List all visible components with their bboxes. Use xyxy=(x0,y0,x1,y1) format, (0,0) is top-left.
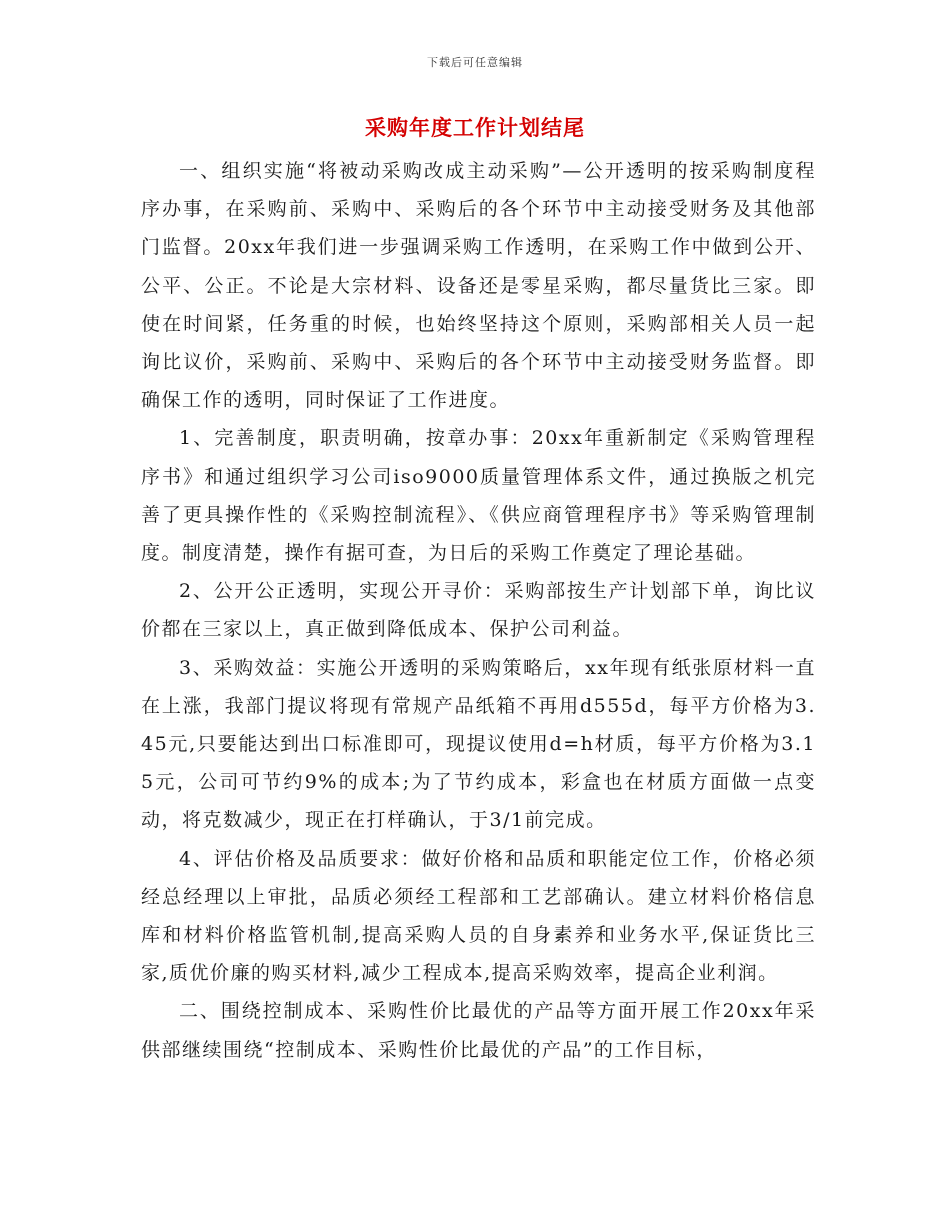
document-title: 采购年度工作计划结尾 xyxy=(365,115,585,140)
paragraph-improve-system: 1、完善制度，职责明确，按章办事：20xx年重新制定《采购管理程序书》和通过组织学习公司iso9000质量管理体系文件，通过换版之机完善了更具操作性的《采购控制流程》、《供应商管理程序书》等采购管理制度。制度清楚，操作有据可查，为日后的采购工作奠定了理论基础。 xyxy=(141,427,816,565)
paragraph-cost-control: 二、围绕控制成本、采购性价比最优的产品等方面开展工作20xx年采供部继续围绕“控制成本、采购性价比最优的产品”的工作目标， xyxy=(141,1000,816,1061)
paragraph-organize-purchasing: 一、组织实施“将被动采购改成主动采购”—公开透明的按采购制度程序办事，在采购前、采购中、采购后的各个环节中主动接受财务及其他部门监督。20xx年我们进一步强调采购工作透明，在采购工作中做到公开、公平、公正。不论是大宗材料、设备还是零星采购，都尽量货比三家。即使在时间紧，任务重的时候，也始终坚持这个原则，采购部相关人员一起询比议价，采购前、采购中、采购后的各个环节中主动接受财务监督。即确保工作的透明，同时保证了工作进度。 xyxy=(141,160,816,412)
paragraph-purchasing-benefit: 3、采购效益：实施公开透明的采购策略后，xx年现有纸张原材料一直在上涨，我部门提议将现有常规产品纸箱不再用d555d，每平方价格为3.45元,只要能达到出口标准即可，现提议使用d=h材质，每平方价格为3.15元，公司可节约9%的成本;为了节约成本，彩盒也在材质方面做一点变动，将克数减少，现正在打样确认，于3/1前完成。 xyxy=(141,656,816,832)
paragraph-open-inquiry: 2、公开公正透明，实现公开寻价：采购部按生产计划部下单，询比议价都在三家以上，真正做到降低成本、保护公司利益。 xyxy=(141,580,816,641)
paragraph-price-quality: 4、评估价格及品质要求：做好价格和品质和职能定位工作，价格必须经总经理以上审批，品质必须经工程部和工艺部确认。建立材料价格信息库和材料价格监管机制,提高采购人员的自身素养和业务水平,保证货比三家,质优价廉的购买材料,减少工程成本,提高采购效率，提高企业利润。 xyxy=(141,847,816,985)
header-note: 下载后可任意编辑 xyxy=(427,56,523,69)
document-body xyxy=(141,152,816,1069)
